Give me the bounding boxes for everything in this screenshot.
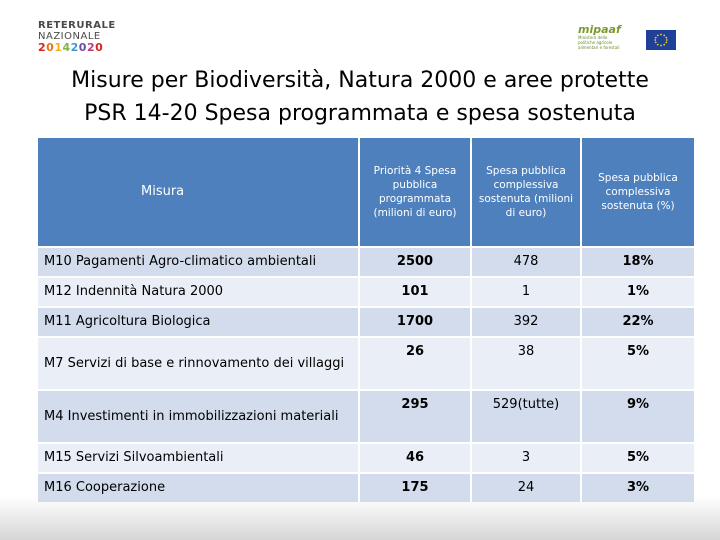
logo-digit: 4 <box>62 41 71 54</box>
logo-line-1: RETERURALE <box>38 20 116 31</box>
cell-percent: 9% <box>582 391 694 444</box>
rete-rurale-logo <box>38 20 128 56</box>
cell-misura: M15 Servizi Silvoambientali <box>38 444 360 474</box>
cell-misura: M4 Investimenti in immobilizzazioni materiali <box>38 391 360 444</box>
cell-sostenuta: 38 <box>472 338 582 391</box>
header-spesa-sostenuta: Spesa pubblica complessiva sostenuta (milioni di euro) <box>472 138 582 248</box>
title-line-2: PSR 14-20 Spesa programmata e spesa sostenuta <box>84 101 636 126</box>
mipaaf-logo <box>578 24 636 58</box>
cell-misura: M12 Indennità Natura 2000 <box>38 278 360 308</box>
cell-sostenuta: 1 <box>472 278 582 308</box>
header-spesa-programmata: Priorità 4 Spesa pubblica programmata (milioni di euro) <box>360 138 472 248</box>
table-row <box>38 338 694 391</box>
mipaaf-wordmark: mipaaf <box>578 23 621 36</box>
cell-percent: 1% <box>582 278 694 308</box>
logo-line-3 <box>38 42 128 53</box>
cell-sostenuta: 392 <box>472 308 582 338</box>
table-header-row <box>38 138 694 248</box>
cell-programmata: 175 <box>360 474 472 504</box>
header-misura: Misura <box>38 138 360 248</box>
bottom-shade <box>0 496 720 540</box>
logo-line-2: NAZIONALE <box>38 31 101 42</box>
table-row <box>38 308 694 338</box>
mipaaf-subtitle-2: politiche agricole <box>578 40 613 45</box>
logo-digit: 1 <box>54 41 63 54</box>
page-title <box>0 64 720 130</box>
cell-misura: M10 Pagamenti Agro-climatico ambientali <box>38 248 360 278</box>
header-spesa-percentuale: Spesa pubblica complessiva sostenuta (%) <box>582 138 694 248</box>
cell-programmata: 295 <box>360 391 472 444</box>
table-row <box>38 391 694 444</box>
cell-sostenuta: 529(tutte) <box>472 391 582 444</box>
cell-misura: M16 Cooperazione <box>38 474 360 504</box>
cell-programmata: 1700 <box>360 308 472 338</box>
cell-percent: 22% <box>582 308 694 338</box>
table-row <box>38 248 694 278</box>
table-row <box>38 278 694 308</box>
cell-programmata: 26 <box>360 338 472 391</box>
cell-misura: M11 Agricoltura Biologica <box>38 308 360 338</box>
cell-misura: M7 Servizi di base e rinnovamento dei villaggi <box>38 338 360 391</box>
logo-digit: 0 <box>46 41 55 54</box>
cell-percent: 5% <box>582 338 694 391</box>
mipaaf-subtitle-1: Ministero delle <box>578 35 608 40</box>
cell-percent: 3% <box>582 474 694 504</box>
title-line-1: Misure per Biodiversità, Natura 2000 e aree protette <box>71 68 649 93</box>
logo-digit: 2 <box>38 41 47 54</box>
logo-digit: 2 <box>86 41 96 54</box>
cell-programmata: 101 <box>360 278 472 308</box>
mipaaf-subtitle-3: alimentari e forestali <box>578 45 620 50</box>
table-row <box>38 444 694 474</box>
cell-sostenuta: 24 <box>472 474 582 504</box>
cell-programmata: 46 <box>360 444 472 474</box>
logo-digit: 0 <box>95 41 104 54</box>
cell-sostenuta: 478 <box>472 248 582 278</box>
cell-programmata: 2500 <box>360 248 472 278</box>
cell-percent: 5% <box>582 444 694 474</box>
cell-sostenuta: 3 <box>472 444 582 474</box>
cell-percent: 18% <box>582 248 694 278</box>
eu-flag-icon <box>646 30 676 50</box>
logo-digit: 2 <box>70 41 79 54</box>
spesa-table <box>38 138 694 504</box>
logo-digit: 0 <box>78 41 87 54</box>
